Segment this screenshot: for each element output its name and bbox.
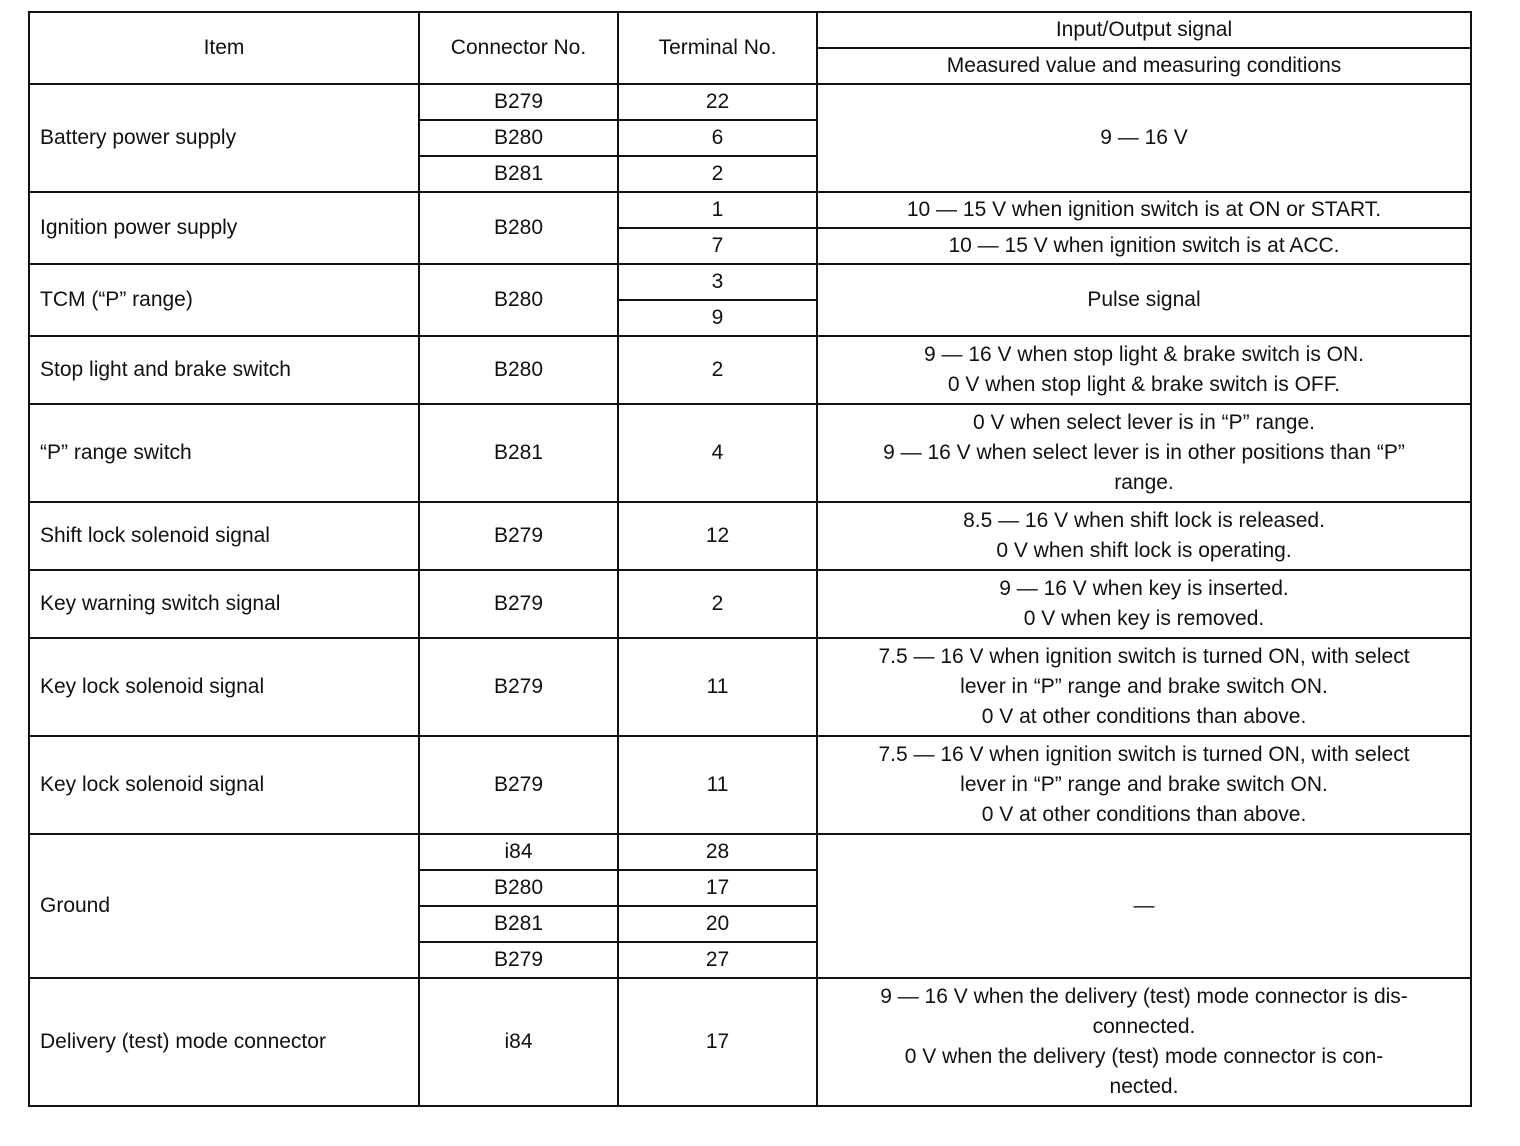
connector-cell: B281: [419, 906, 618, 942]
value-line: 0 V when stop light & brake switch is OFF.: [947, 373, 1341, 396]
table-row: [29, 404, 1471, 502]
connector-cell: i84: [419, 834, 618, 870]
value-line: 0 V at other conditions than above.: [981, 705, 1307, 728]
value-line: 0 V when shift lock is operating.: [996, 539, 1292, 562]
value-line: lever in “P” range and brake switch ON.: [960, 773, 1328, 796]
table-row: [29, 834, 1471, 870]
value-line: 8.5 — 16 V when shift lock is released.: [963, 509, 1325, 532]
table-row: [29, 570, 1471, 638]
value-cell: [817, 638, 1471, 736]
table-row: [29, 736, 1471, 834]
value-cell: [817, 404, 1471, 502]
terminal-cell: 17: [618, 870, 817, 906]
value-cell: 10 — 15 V when ignition switch is at ON or START.: [817, 192, 1471, 228]
value-line: 0 V at other conditions than above.: [981, 803, 1307, 826]
value-line: 9 — 16 V when key is inserted.: [999, 577, 1289, 600]
connector-cell: B279: [419, 84, 618, 120]
terminal-cell: 4: [618, 404, 817, 502]
item-cell: Key warning switch signal: [29, 570, 419, 638]
table-row: [29, 336, 1471, 404]
item-cell: Ignition power supply: [29, 192, 419, 264]
value-cell: —: [817, 834, 1471, 978]
header-connector: Connector No.: [419, 12, 618, 84]
terminal-cell: 11: [618, 638, 817, 736]
value-cell: [817, 978, 1471, 1106]
item-cell: Stop light and brake switch: [29, 336, 419, 404]
item-cell: Delivery (test) mode connector: [29, 978, 419, 1106]
value-line: 7.5 — 16 V when ignition switch is turned ON, with select: [878, 645, 1410, 668]
connector-cell: B281: [419, 404, 618, 502]
value-line: 9 — 16 V when the delivery (test) mode connector is dis-: [880, 985, 1408, 1008]
terminal-cell: 12: [618, 502, 817, 570]
connector-cell: B279: [419, 736, 618, 834]
connector-cell: B280: [419, 120, 618, 156]
connector-cell: i84: [419, 978, 618, 1106]
connector-cell: B280: [419, 336, 618, 404]
terminal-spec-table: [28, 11, 1472, 1107]
connector-cell: B280: [419, 870, 618, 906]
header-measured: Measured value and measuring conditions: [817, 48, 1471, 84]
header-row: [29, 12, 1471, 48]
value-cell: [817, 570, 1471, 638]
table-row: [29, 502, 1471, 570]
table-row: [29, 84, 1471, 120]
item-cell: Shift lock solenoid signal: [29, 502, 419, 570]
terminal-cell: 17: [618, 978, 817, 1106]
item-cell: “P” range switch: [29, 404, 419, 502]
connector-cell: B280: [419, 192, 618, 264]
connector-cell: B280: [419, 264, 618, 336]
table-row: [29, 264, 1471, 300]
terminal-cell: 20: [618, 906, 817, 942]
value-cell: 9 — 16 V: [817, 84, 1471, 192]
item-cell: Battery power supply: [29, 84, 419, 192]
connector-cell: B279: [419, 942, 618, 978]
terminal-cell: 2: [618, 336, 817, 404]
terminal-cell: 27: [618, 942, 817, 978]
terminal-cell: 2: [618, 570, 817, 638]
value-line: 7.5 — 16 V when ignition switch is turned ON, with select: [878, 743, 1410, 766]
terminal-cell: 6: [618, 120, 817, 156]
value-cell: [817, 336, 1471, 404]
terminal-cell: 9: [618, 300, 817, 336]
value-line: lever in “P” range and brake switch ON.: [960, 675, 1328, 698]
value-line: 0 V when the delivery (test) mode connector is con-: [904, 1045, 1384, 1068]
connector-cell: B279: [419, 502, 618, 570]
value-line: 0 V when select lever is in “P” range.: [973, 411, 1315, 434]
item-cell: Ground: [29, 834, 419, 978]
terminal-cell: 28: [618, 834, 817, 870]
item-cell: Key lock solenoid signal: [29, 638, 419, 736]
table-row: [29, 638, 1471, 736]
item-cell: TCM (“P” range): [29, 264, 419, 336]
value-cell: [817, 502, 1471, 570]
value-line: range.: [1114, 471, 1174, 494]
value-cell: [817, 736, 1471, 834]
terminal-cell: 22: [618, 84, 817, 120]
value-cell: Pulse signal: [817, 264, 1471, 336]
terminal-cell: 1: [618, 192, 817, 228]
table-row: [29, 978, 1471, 1106]
connector-cell: B279: [419, 638, 618, 736]
header-io-signal: Input/Output signal: [817, 12, 1471, 48]
value-line: 9 — 16 V when stop light & brake switch is ON.: [923, 343, 1365, 366]
value-line: 0 V when key is removed.: [1023, 607, 1265, 630]
item-cell: Key lock solenoid signal: [29, 736, 419, 834]
connector-cell: B279: [419, 570, 618, 638]
value-line: connected.: [1092, 1015, 1196, 1038]
value-cell: 10 — 15 V when ignition switch is at ACC.: [817, 228, 1471, 264]
value-line: 9 — 16 V when select lever is in other positions than “P”: [883, 441, 1405, 464]
table-row: [29, 192, 1471, 228]
terminal-cell: 11: [618, 736, 817, 834]
value-line: nected.: [1109, 1075, 1179, 1098]
terminal-cell: 7: [618, 228, 817, 264]
connector-cell: B281: [419, 156, 618, 192]
header-terminal: Terminal No.: [618, 12, 817, 84]
terminal-cell: 3: [618, 264, 817, 300]
terminal-cell: 2: [618, 156, 817, 192]
header-item: Item: [29, 12, 419, 84]
